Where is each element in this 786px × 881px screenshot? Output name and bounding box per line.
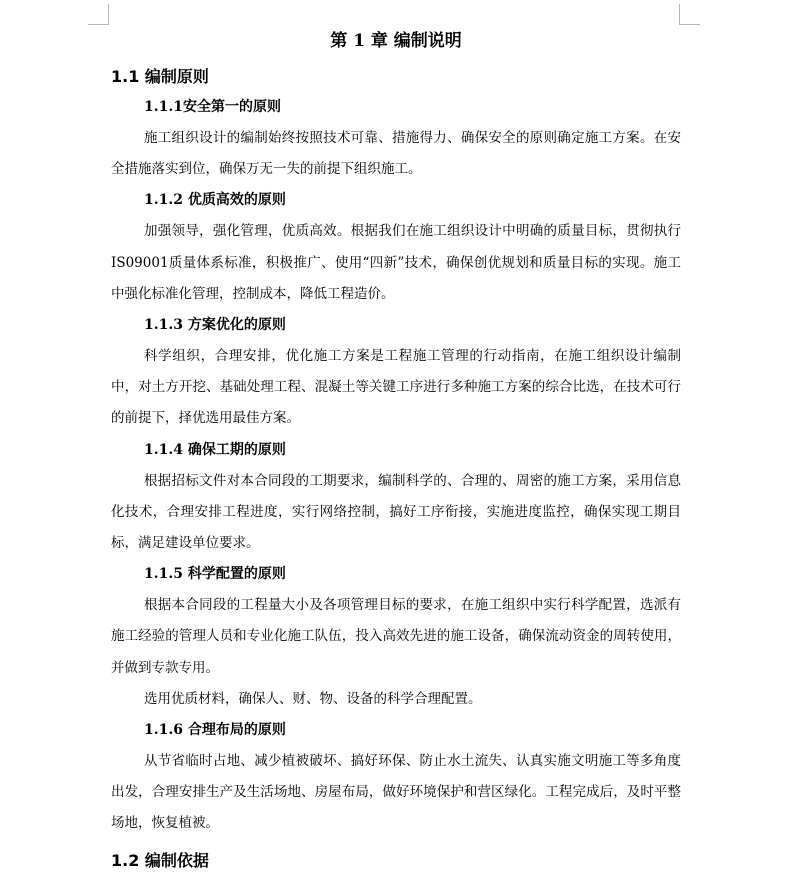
paragraph: 加强领导，强化管理，优质高效。根据我们在施工组织设计中明确的质量目标，贯彻执行IS09001质量体系标准，积极推广、使用“四新”技术，确保创优规划和质量目标的实现。施工中强化标准化管理，控制成本，降低工程造价。 <box>111 223 681 302</box>
paragraph: 从节省临时占地、减少植被破坏、搞好环保、防止水土流失、认真实施文明施工等多角度出发，合理安排生产及生活场地、房屋布局，做好环境保护和营区绿化。工程完成后，及时平整场地，恢复植被。 <box>111 753 681 832</box>
section-title: 编制原则 <box>144 67 209 86</box>
page-corner-mark-top-left <box>88 4 109 25</box>
section-number: 1.2 <box>111 850 140 870</box>
section-title: 编制依据 <box>144 850 209 870</box>
subsection-heading-1-1-6: 1.1.6 合理布局的原则 <box>144 722 286 739</box>
page-content[interactable] <box>111 26 681 876</box>
paragraph: 科学组织，合理安排，优化施工方案是工程施工管理的行动指南，在施工组织设计编制中，对土方开挖、基础处理工程、混凝土等关键工序进行多种施工方案的综合比选，在技术可行的前提下，择优选用最佳方案。 <box>111 348 681 427</box>
subsection-heading-1-1-4: 1.1.4 确保工期的原则 <box>144 441 286 458</box>
subsection-heading-1-1-5: 1.1.5 科学配置的原则 <box>144 566 286 583</box>
chapter-title: 第 1 章 编制说明 <box>330 31 462 51</box>
section-heading-1-2 <box>111 846 681 876</box>
paragraph: 根据本合同段的工程量大小及各项管理目标的要求，在施工组织中实行科学配置，选派有施工经验的管理人员和专业化施工队伍，投入高效先进的施工设备，确保流动资金的周转使用，并做到专款专用。 <box>111 597 681 676</box>
subsection-heading-1-1-1: 1.1.1安全第一的原则 <box>144 99 281 115</box>
subsection-heading-1-1-2: 1.1.2 优质高效的原则 <box>144 192 286 209</box>
paragraph: 施工组织设计的编制始终按照技术可靠、措施得力、确保安全的原则确定施工方案。在安全措施落实到位，确保万无一失的前提下组织施工。 <box>111 130 681 178</box>
paragraph: 选用优质材料，确保人、财、物、设备的科学合理配置。 <box>144 690 482 707</box>
subsection-heading-1-1-3: 1.1.3 方案优化的原则 <box>144 317 286 334</box>
page-corner-mark-top-right <box>679 4 700 25</box>
section-number: 1.1 <box>111 67 140 86</box>
section-heading-1-1 <box>111 62 681 92</box>
paragraph: 根据招标文件对本合同段的工期要求，编制科学的、合理的、周密的施工方案，采用信息化技术，合理安排工程进度，实行网络控制，搞好工序衔接，实施进度监控，确保实现工期目标，满足建设单位要求。 <box>111 472 681 552</box>
